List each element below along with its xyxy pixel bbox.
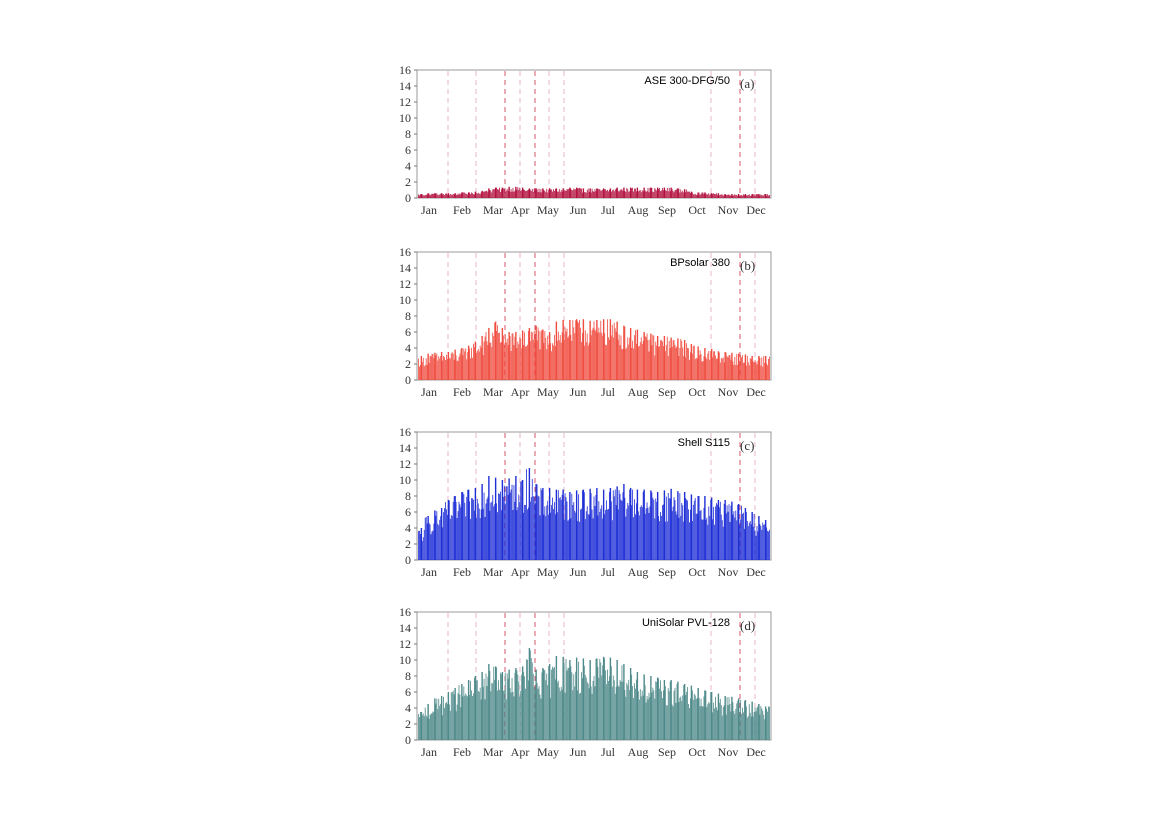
x-tick-label: Oct [688, 745, 706, 759]
panel-label: (c) [740, 438, 755, 453]
x-tick-label: Jun [569, 385, 587, 399]
x-tick-label: Apr [510, 203, 530, 217]
x-tick-label: Jan [421, 565, 437, 579]
x-tick-label: Mar [483, 385, 503, 399]
x-tick-label: Apr [510, 565, 530, 579]
x-tick-label: Nov [717, 565, 739, 579]
y-tick-label: 8 [405, 669, 411, 683]
y-tick-label: 2 [405, 175, 411, 189]
y-tick-label: 4 [405, 701, 411, 715]
chart-panel-d [399, 605, 771, 759]
y-tick-label: 10 [399, 473, 411, 487]
panel-label: (a) [740, 76, 755, 91]
y-tick-label: 10 [399, 653, 411, 667]
chart-panel-b [399, 245, 771, 399]
x-tick-label: Jul [600, 385, 616, 399]
x-tick-label: Dec [746, 565, 766, 579]
x-tick-label: Feb [453, 203, 471, 217]
x-tick-label: Feb [453, 565, 471, 579]
y-tick-label: 8 [405, 127, 411, 141]
x-tick-label: Nov [717, 203, 739, 217]
x-tick-label: Jun [569, 565, 587, 579]
y-tick-label: 4 [405, 341, 411, 355]
x-tick-label: Aug [627, 203, 649, 217]
x-tick-label: Dec [746, 745, 766, 759]
y-tick-label: 16 [399, 605, 411, 619]
y-tick-label: 12 [399, 95, 411, 109]
x-tick-label: May [537, 203, 559, 217]
y-tick-label: 6 [405, 325, 411, 339]
y-tick-label: 14 [399, 261, 411, 275]
x-tick-label: Jun [569, 745, 587, 759]
x-tick-label: Oct [688, 203, 706, 217]
y-tick-label: 10 [399, 293, 411, 307]
y-tick-label: 16 [399, 425, 411, 439]
x-tick-label: Oct [688, 565, 706, 579]
x-tick-label: Sep [658, 385, 676, 399]
x-tick-label: Mar [483, 565, 503, 579]
panel-title: UniSolar PVL-128 [641, 617, 730, 629]
y-tick-label: 12 [399, 277, 411, 291]
y-tick-label: 16 [399, 245, 411, 259]
x-tick-label: Jun [569, 203, 587, 217]
x-tick-label: Jul [600, 745, 616, 759]
y-tick-label: 2 [405, 537, 411, 551]
y-tick-label: 8 [405, 489, 411, 503]
y-tick-label: 4 [405, 521, 411, 535]
x-tick-label: Dec [746, 385, 766, 399]
y-tick-label: 0 [405, 733, 411, 747]
y-tick-label: 4 [405, 159, 411, 173]
y-tick-label: 6 [405, 685, 411, 699]
x-tick-label: Apr [510, 745, 530, 759]
panel-title: ASE 300-DFG/50 [644, 75, 730, 87]
y-tick-label: 10 [399, 111, 411, 125]
y-tick-label: 6 [405, 505, 411, 519]
x-tick-label: Mar [483, 745, 503, 759]
x-tick-label: May [537, 565, 559, 579]
x-tick-label: Nov [717, 385, 739, 399]
y-tick-label: 0 [405, 373, 411, 387]
x-tick-label: Nov [717, 745, 739, 759]
chart-panel-a [399, 63, 771, 217]
x-tick-label: Aug [627, 565, 649, 579]
y-tick-label: 12 [399, 637, 411, 651]
x-tick-label: Oct [688, 385, 706, 399]
y-tick-label: 14 [399, 621, 411, 635]
x-tick-label: Sep [658, 745, 676, 759]
y-tick-label: 12 [399, 457, 411, 471]
x-tick-label: Aug [627, 745, 649, 759]
panel-label: (b) [740, 258, 756, 273]
x-tick-label: May [537, 385, 559, 399]
plot-frame [417, 70, 771, 198]
y-tick-label: 2 [405, 717, 411, 731]
x-tick-label: Jan [421, 385, 437, 399]
y-tick-label: 8 [405, 309, 411, 323]
x-tick-label: Jan [421, 203, 437, 217]
x-tick-label: Dec [746, 203, 766, 217]
x-tick-label: Feb [453, 385, 471, 399]
x-tick-label: Apr [510, 385, 530, 399]
y-tick-label: 6 [405, 143, 411, 157]
panel-title: BPsolar 380 [670, 257, 730, 269]
panel-label: (d) [740, 618, 756, 633]
y-tick-label: 16 [399, 63, 411, 77]
y-tick-label: 0 [405, 191, 411, 205]
y-tick-label: 0 [405, 553, 411, 567]
x-tick-label: Jul [600, 203, 616, 217]
x-tick-label: Aug [627, 385, 649, 399]
x-tick-label: Jul [600, 565, 616, 579]
chart-panel-c [399, 425, 771, 579]
x-tick-label: May [537, 745, 559, 759]
y-tick-label: 14 [399, 441, 411, 455]
x-tick-label: Jan [421, 745, 437, 759]
panel-title: Shell S115 [677, 437, 730, 449]
x-tick-label: Sep [658, 203, 676, 217]
y-tick-label: 2 [405, 357, 411, 371]
y-tick-label: 14 [399, 79, 411, 93]
x-tick-label: Feb [453, 745, 471, 759]
x-tick-label: Mar [483, 203, 503, 217]
x-tick-label: Sep [658, 565, 676, 579]
